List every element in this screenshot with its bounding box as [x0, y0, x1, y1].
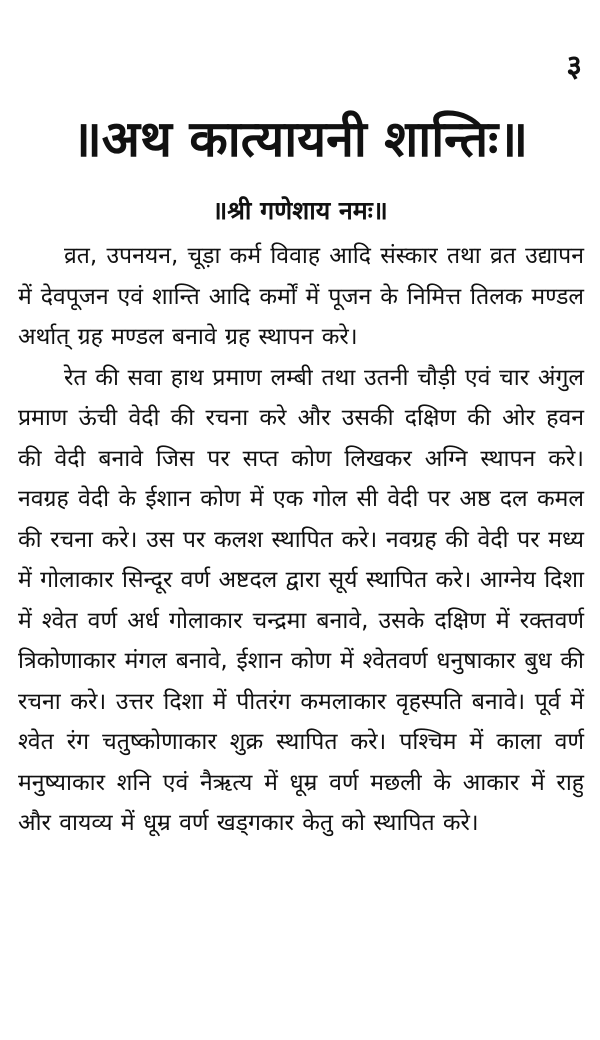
paragraph-1: व्रत, उपनयन, चूड़ा कर्म विवाह आदि संस्कार तथा व्रत उद्यापन में देवपूजन एवं शान्ति आदि कर्मों में पूजन के निमित्त तिलक मण्डल अर्थात् ग्रह मण्डल बनावे ग्रह स्थापन करे।: [18, 243, 584, 350]
page-title: ॥अथ कात्यायनी शान्तिः॥: [71, 110, 529, 168]
body-text: [18, 236, 584, 844]
invocation-heading: ॥श्री गणेशाय नमः॥: [212, 196, 388, 225]
page-number: ३: [566, 49, 582, 84]
paragraph-2: रेत की सवा हाथ प्रमाण लम्बी तथा उतनी चौड़ी एवं चार अंगुल प्रमाण ऊंची वेदी की रचना करे और उसकी दक्षिण की ओर हवन की वेदी बनावे जिस पर सप्त कोण लिखकर अग्नि स्थापन करे। नवग्रह वेदी के ईशान कोण में एक गोल सी वेदी पर अष्ठ दल कमल की रचना करे। उस पर कलश स्थापित करे। नवग्रह की वेदी पर मध्य में गोलाकार सिन्दूर वर्ण अष्टदल द्वारा सूर्य स्थापित करे। आग्नेय दिशा में श्वेत वर्ण अर्ध गोलाकार चन्द्रमा बनावे, उसके दक्षिण में रक्तवर्ण त्रिकोणाकार मंगल बनावे, ईशान कोण में श्वेतवर्ण धनुषाकार बुध की रचना करे। उत्तर दिशा में पीतरंग कमलाकार वृहस्पति बनावे। पूर्व में श्वेत रंग चतुष्कोणाकार शुक्र स्थापित करे। पश्चिम में काला वर्ण मनुष्याकार शनि एवं नैऋत्य में धूम्र वर्ण मछली के आकार में राहु और वायव्य में धूम्र वर्ण खड्गकार केतु को स्थापित करे।: [18, 364, 584, 836]
